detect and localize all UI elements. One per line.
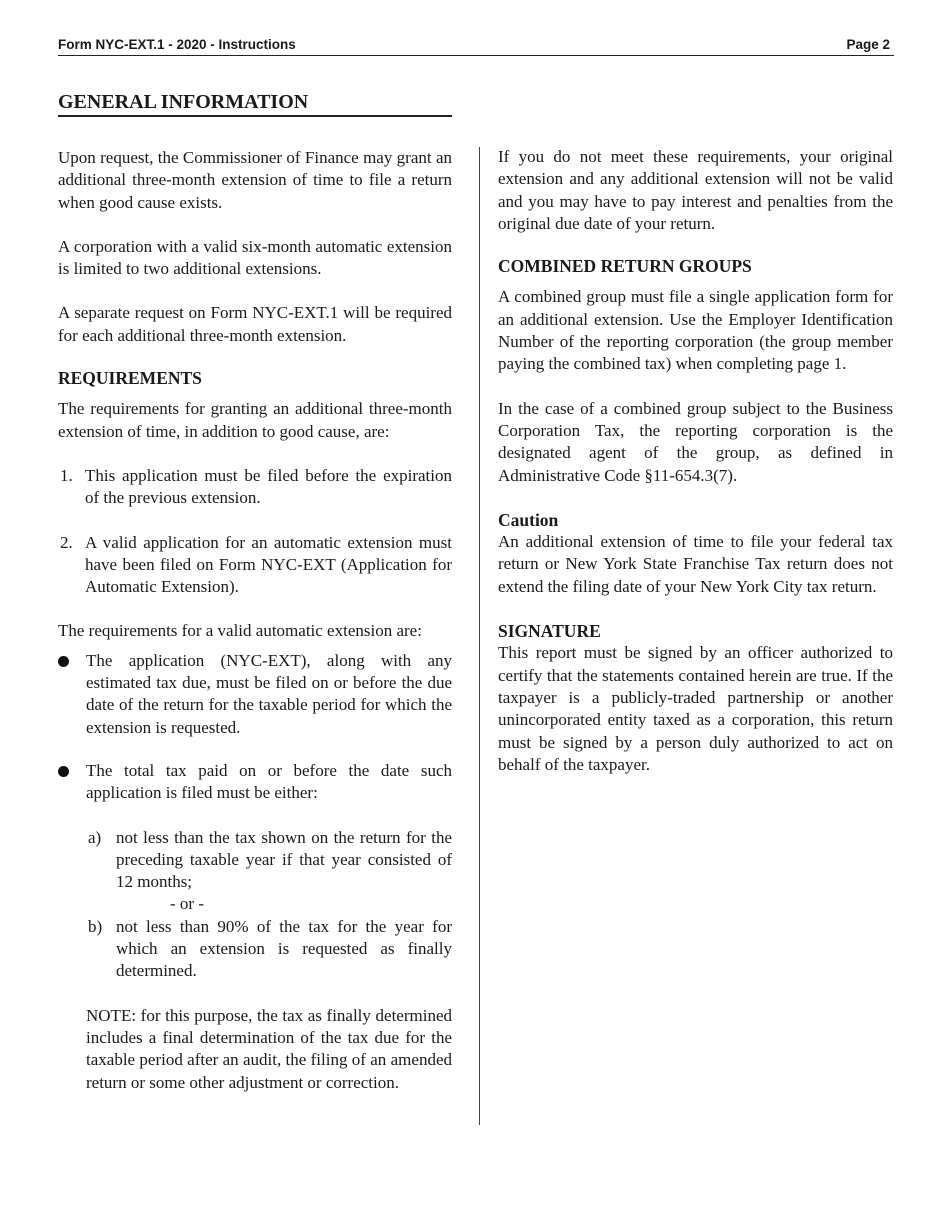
automatic-extension-intro: The requirements for a valid automatic extension are: [58,621,422,641]
item-number: 1. [60,465,73,485]
numbered-item [58,465,452,510]
bullet-item [58,760,452,805]
requirements-heading: REQUIREMENTS [58,368,202,389]
bullet-icon [58,656,69,667]
item-text: This application must be filed before the expiration of the previous extension. [85,465,452,508]
numbered-item [58,532,452,599]
bullet-text: The total tax paid on or before the date such application is filed must be either: [86,760,452,803]
sub-item-b [58,916,452,983]
requirements-warning: If you do not meet these requirements, your original extension and any additional extension will not be valid and you may have to pay interest and penalties from the original due date of your return. [498,147,893,233]
sub-item-text: not less than 90% of the tax for the year for which an extension is requested as finally determined. [116,916,452,981]
intro-paragraph-3: A separate request on Form NYC-EXT.1 will be required for each additional three-month extension. [58,303,452,345]
note-paragraph: NOTE: for this purpose, the tax as finally determined includes a final determination of the tax due for the taxable period after an audit, the filing of an amended return or some other adjustment or correction. [86,1005,452,1092]
intro-paragraph-2: A corporation with a valid six-month automatic extension is limited to two additional extensions. [58,236,452,279]
signature-paragraph: This report must be signed by an officer authorized to certify that the statements contained herein are true. If the taxpayer is a publicly-traded partnership or another unincorporated entity taxed as a corporation, this return must be signed by a person duly authorized to act on behalf of the taxpayer. [498,643,893,774]
item-number: 2. [60,532,73,552]
sub-item-label: a) [88,827,102,847]
caution-paragraph: An additional extension of time to file your federal tax return or New York State Franchise Tax return does not extend the filing date of your New York City tax return. [498,532,893,596]
combined-paragraph-1: A combined group must file a single application form for an additional extension. Use the Employer Identification Number of the reporting corporation (the group member paying the combined tax) when completing page 1. [498,287,893,374]
page-header [58,37,894,56]
bullet-text: The application (NYC-EXT), along with any estimated tax due, must be filed on or before the due date of the return for the taxable period for which the extension is requested. [86,650,452,737]
right-column [498,146,893,776]
intro-paragraph-1: Upon request, the Commissioner of Finance may grant an additional three-month extension of time to file a return when good cause exists. [58,148,452,212]
combined-paragraph-2: In the case of a combined group subject to the Business Corporation Tax, the reporting corporation is the designated agent of the group, as defined in Administrative Code §11-654.3(7). [498,398,893,485]
or-separator: - or - [170,894,204,914]
item-text: A valid application for an automatic extension must have been filed on Form NYC-EXT (Application for Automatic Extension). [85,532,452,597]
form-title: Form NYC-EXT.1 - 2020 - Instructions [58,37,296,52]
bullet-icon [58,766,69,777]
section-title: GENERAL INFORMATION [58,91,452,117]
combined-return-groups-heading: COMBINED RETURN GROUPS [498,256,752,277]
requirements-intro: The requirements for granting an additional three-month extension of time, in addition to good cause, are: [58,399,452,441]
sub-item-label: b) [88,916,103,936]
sub-item-text: not less than the tax shown on the return for the preceding taxable year if that year consisted of 12 months; [116,827,452,892]
page-number: Page 2 [846,37,890,52]
sub-item-a [58,827,452,894]
signature-heading: SIGNATURE [498,621,601,642]
left-column [58,147,452,1094]
bullet-item [58,650,452,739]
column-divider [479,147,480,1125]
caution-heading: Caution [498,509,559,530]
